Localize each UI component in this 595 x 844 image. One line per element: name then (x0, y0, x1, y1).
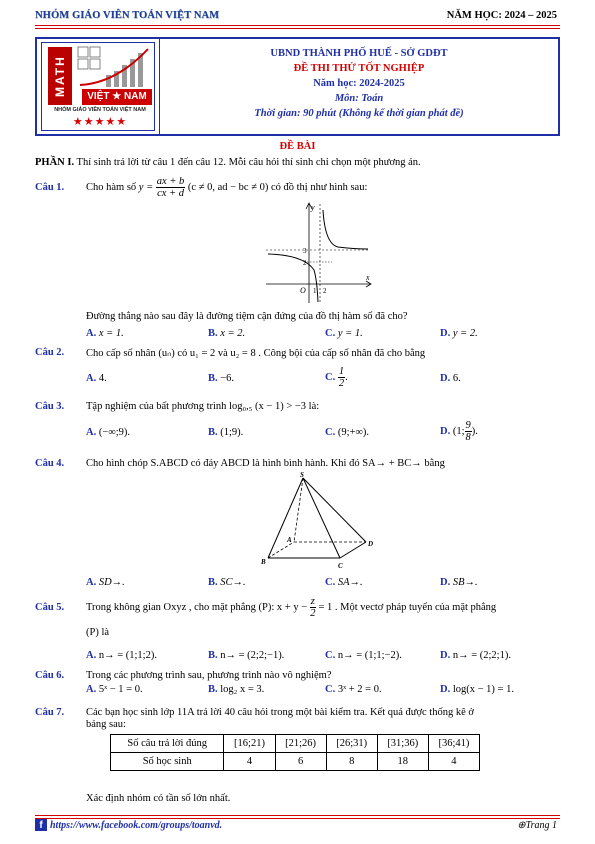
q7-stem-line1: Các bạn học sinh lớp 11A trả lời 40 câu hỏi trong một bài kiểm tra. Kết quả được thống kê ở (86, 707, 474, 718)
svg-text:D: D (368, 540, 374, 548)
table-head-cell: Số học sinh (111, 753, 224, 771)
q6-option-a[interactable]: A. 5ˣ − 1 = 0. (86, 684, 143, 695)
q1-label: Câu 1. (35, 182, 65, 193)
logo-stars: ★★★★★ (72, 116, 128, 128)
q3-label: Câu 3. (35, 401, 65, 412)
exam-year: Năm học: 2024-2025 (313, 78, 405, 89)
svg-text:3: 3 (303, 247, 307, 255)
footer-divider-thin (35, 818, 560, 819)
q5-option-b[interactable]: B. n→ = (2;2;−1). (208, 650, 285, 661)
q5-stem: Trong không gian Oxyz , cho mặt phẳng (P): x + y − $\frac{z}{2}$ = 1 . Một vectơ pháp tuyến của mặt phẳng (86, 596, 497, 619)
logo-math-bar: MATH (48, 47, 72, 105)
q2-option-a[interactable]: A. 4. (86, 373, 107, 384)
header-school-year: NĂM HỌC: 2024 – 2025 (446, 10, 557, 21)
q2-stem: Cho cấp số nhân (uₙ) có u₁ = 2 và u₂ = 8 . Công bội của cấp số nhân đã cho bằng (86, 348, 426, 359)
q1-option-d[interactable]: D. y = 2. (440, 328, 478, 339)
footer-divider (35, 815, 560, 816)
part-instructions (35, 157, 421, 168)
q5-label: Câu 5. (35, 602, 65, 613)
section-heading: ĐỀ BÀI (279, 141, 316, 152)
q1-option-a[interactable]: A. x = 1. (86, 328, 124, 339)
q1-graph-origin: O (300, 286, 306, 295)
q3-option-d[interactable]: D. (1; $\frac{9}{8}$ ). (440, 420, 478, 443)
q4-pyramid-figure (258, 470, 382, 570)
exam-time: Thời gian: 90 phút (Không kể thời gian phát đề) (254, 108, 464, 119)
q6-option-d[interactable]: D. log(x − 1) = 1. (440, 684, 514, 695)
q7-label: Câu 7. (35, 707, 65, 718)
exam-org: UBND THÀNH PHỐ HUẾ - SỞ GDĐT (270, 48, 448, 59)
group-logo (41, 42, 155, 131)
logo-subtitle: NHÓM GIÁO VIÊN TOÁN VIỆT NAM (54, 107, 146, 113)
q1-stem: Cho hàm số y = $\frac{ax + b}{cx + d}$ (c ≠ 0, ad − bc ≠ 0) có đồ thị như hình sau: (86, 176, 368, 199)
exam-title: ĐỀ THI THỬ TỐT NGHIỆP (293, 63, 425, 74)
header-divider-thin (35, 28, 560, 29)
q6-option-c[interactable]: C. 3ˣ + 2 = 0. (325, 684, 382, 695)
table-row (111, 753, 480, 771)
q1-fraction: $\frac{ax + b}{cx + d}$ (156, 176, 185, 199)
page-number: ⊕Trang 1 (517, 820, 557, 831)
logo-chart-icon (76, 45, 152, 89)
count-cell: 18 (377, 753, 428, 771)
facebook-group-link[interactable]: https://www.facebook.com/groups/toanvd. (50, 820, 223, 831)
q3-option-b[interactable]: B. (1;9). (208, 427, 244, 438)
q4-stem: Cho hình chóp S.ABCD có đáy ABCD là hình bình hành. Khi đó SA→ + BC→ bằng (86, 458, 445, 469)
interval-cell: [26;31) (326, 735, 377, 753)
q6-stem: Trong các phương trình sau, phương trình nào vô nghiệm? (86, 670, 332, 681)
svg-text:1: 1 (313, 287, 317, 295)
svg-text:S: S (300, 471, 304, 479)
q1-option-b[interactable]: B. x = 2. (208, 328, 246, 339)
header-group-name: NHÓM GIÁO VIÊN TOÁN VIỆT NAM (35, 10, 220, 21)
svg-text:A: A (287, 536, 292, 544)
q2-option-c[interactable]: C. $\frac{1}{2}$ . (325, 366, 348, 389)
q5-option-d[interactable]: D. n→ = (2;2;1). (440, 650, 511, 661)
exam-title-box (35, 37, 560, 136)
q6-option-b[interactable]: B. log₂ x = 3. (208, 684, 265, 695)
q2-label: Câu 2. (35, 347, 65, 358)
logo-title: VIỆT ★ NAM (82, 89, 152, 105)
part-label: PHẦN I. (35, 157, 75, 168)
interval-cell: [16;21) (224, 735, 275, 753)
q7-stem-line2: bảng sau: (86, 719, 126, 730)
table-row (111, 735, 480, 753)
q5-option-c[interactable]: C. n→ = (1;1;−2). (325, 650, 402, 661)
q5-stem-cont: (P) là (86, 627, 110, 638)
q1-graph (262, 200, 374, 305)
svg-text:2: 2 (303, 259, 307, 267)
q1-graph-y-label: y (311, 203, 315, 212)
q3-option-c[interactable]: C. (9;+∞). (325, 427, 370, 438)
count-cell: 6 (275, 753, 326, 771)
svg-text:C: C (338, 562, 343, 570)
q5-option-a[interactable]: A. n→ = (1;1;2). (86, 650, 157, 661)
q4-label: Câu 4. (35, 458, 65, 469)
count-cell: 8 (326, 753, 377, 771)
q4-option-c[interactable]: C. SA→. (325, 577, 363, 588)
interval-cell: [31;36) (377, 735, 428, 753)
table-head-cell: Số câu trả lời đúng (111, 735, 224, 753)
interval-cell: [21;26) (275, 735, 326, 753)
q1-option-c[interactable]: C. y = 1. (325, 328, 363, 339)
count-cell: 4 (428, 753, 479, 771)
facebook-icon: f (35, 819, 47, 831)
q4-option-d[interactable]: D. SB→. (440, 577, 478, 588)
interval-cell: [36;41) (428, 735, 479, 753)
q4-option-a[interactable]: A. SD→. (86, 577, 125, 588)
part-text: Thí sinh trả lời từ câu 1 đến câu 12. Mỗi câu hỏi thí sinh chỉ chọn một phương án. (76, 157, 421, 168)
exam-subject: Môn: Toán (334, 93, 384, 104)
q6-label: Câu 6. (35, 670, 65, 681)
header-divider (35, 25, 560, 26)
q1-graph-x-label: x (366, 273, 370, 282)
q7-question: Xác định nhóm có tần số lớn nhất. (86, 793, 231, 804)
count-cell: 4 (224, 753, 275, 771)
q1-question: Đường thẳng nào sau đây là đường tiệm cận đứng của đồ thị hàm số đã cho? (86, 311, 408, 322)
q2-option-b[interactable]: B. −6. (208, 373, 235, 384)
q7-frequency-table (110, 734, 480, 771)
q3-stem: Tập nghiệm của bất phương trình log₀,₅ (x − 1) > −3 là: (86, 401, 320, 412)
q4-option-b[interactable]: B. SC→. (208, 577, 246, 588)
q3-option-a[interactable]: A. (−∞;9). (86, 427, 131, 438)
svg-text:B: B (261, 558, 266, 566)
q2-option-d[interactable]: D. 6. (440, 373, 461, 384)
svg-text:2: 2 (323, 287, 327, 295)
